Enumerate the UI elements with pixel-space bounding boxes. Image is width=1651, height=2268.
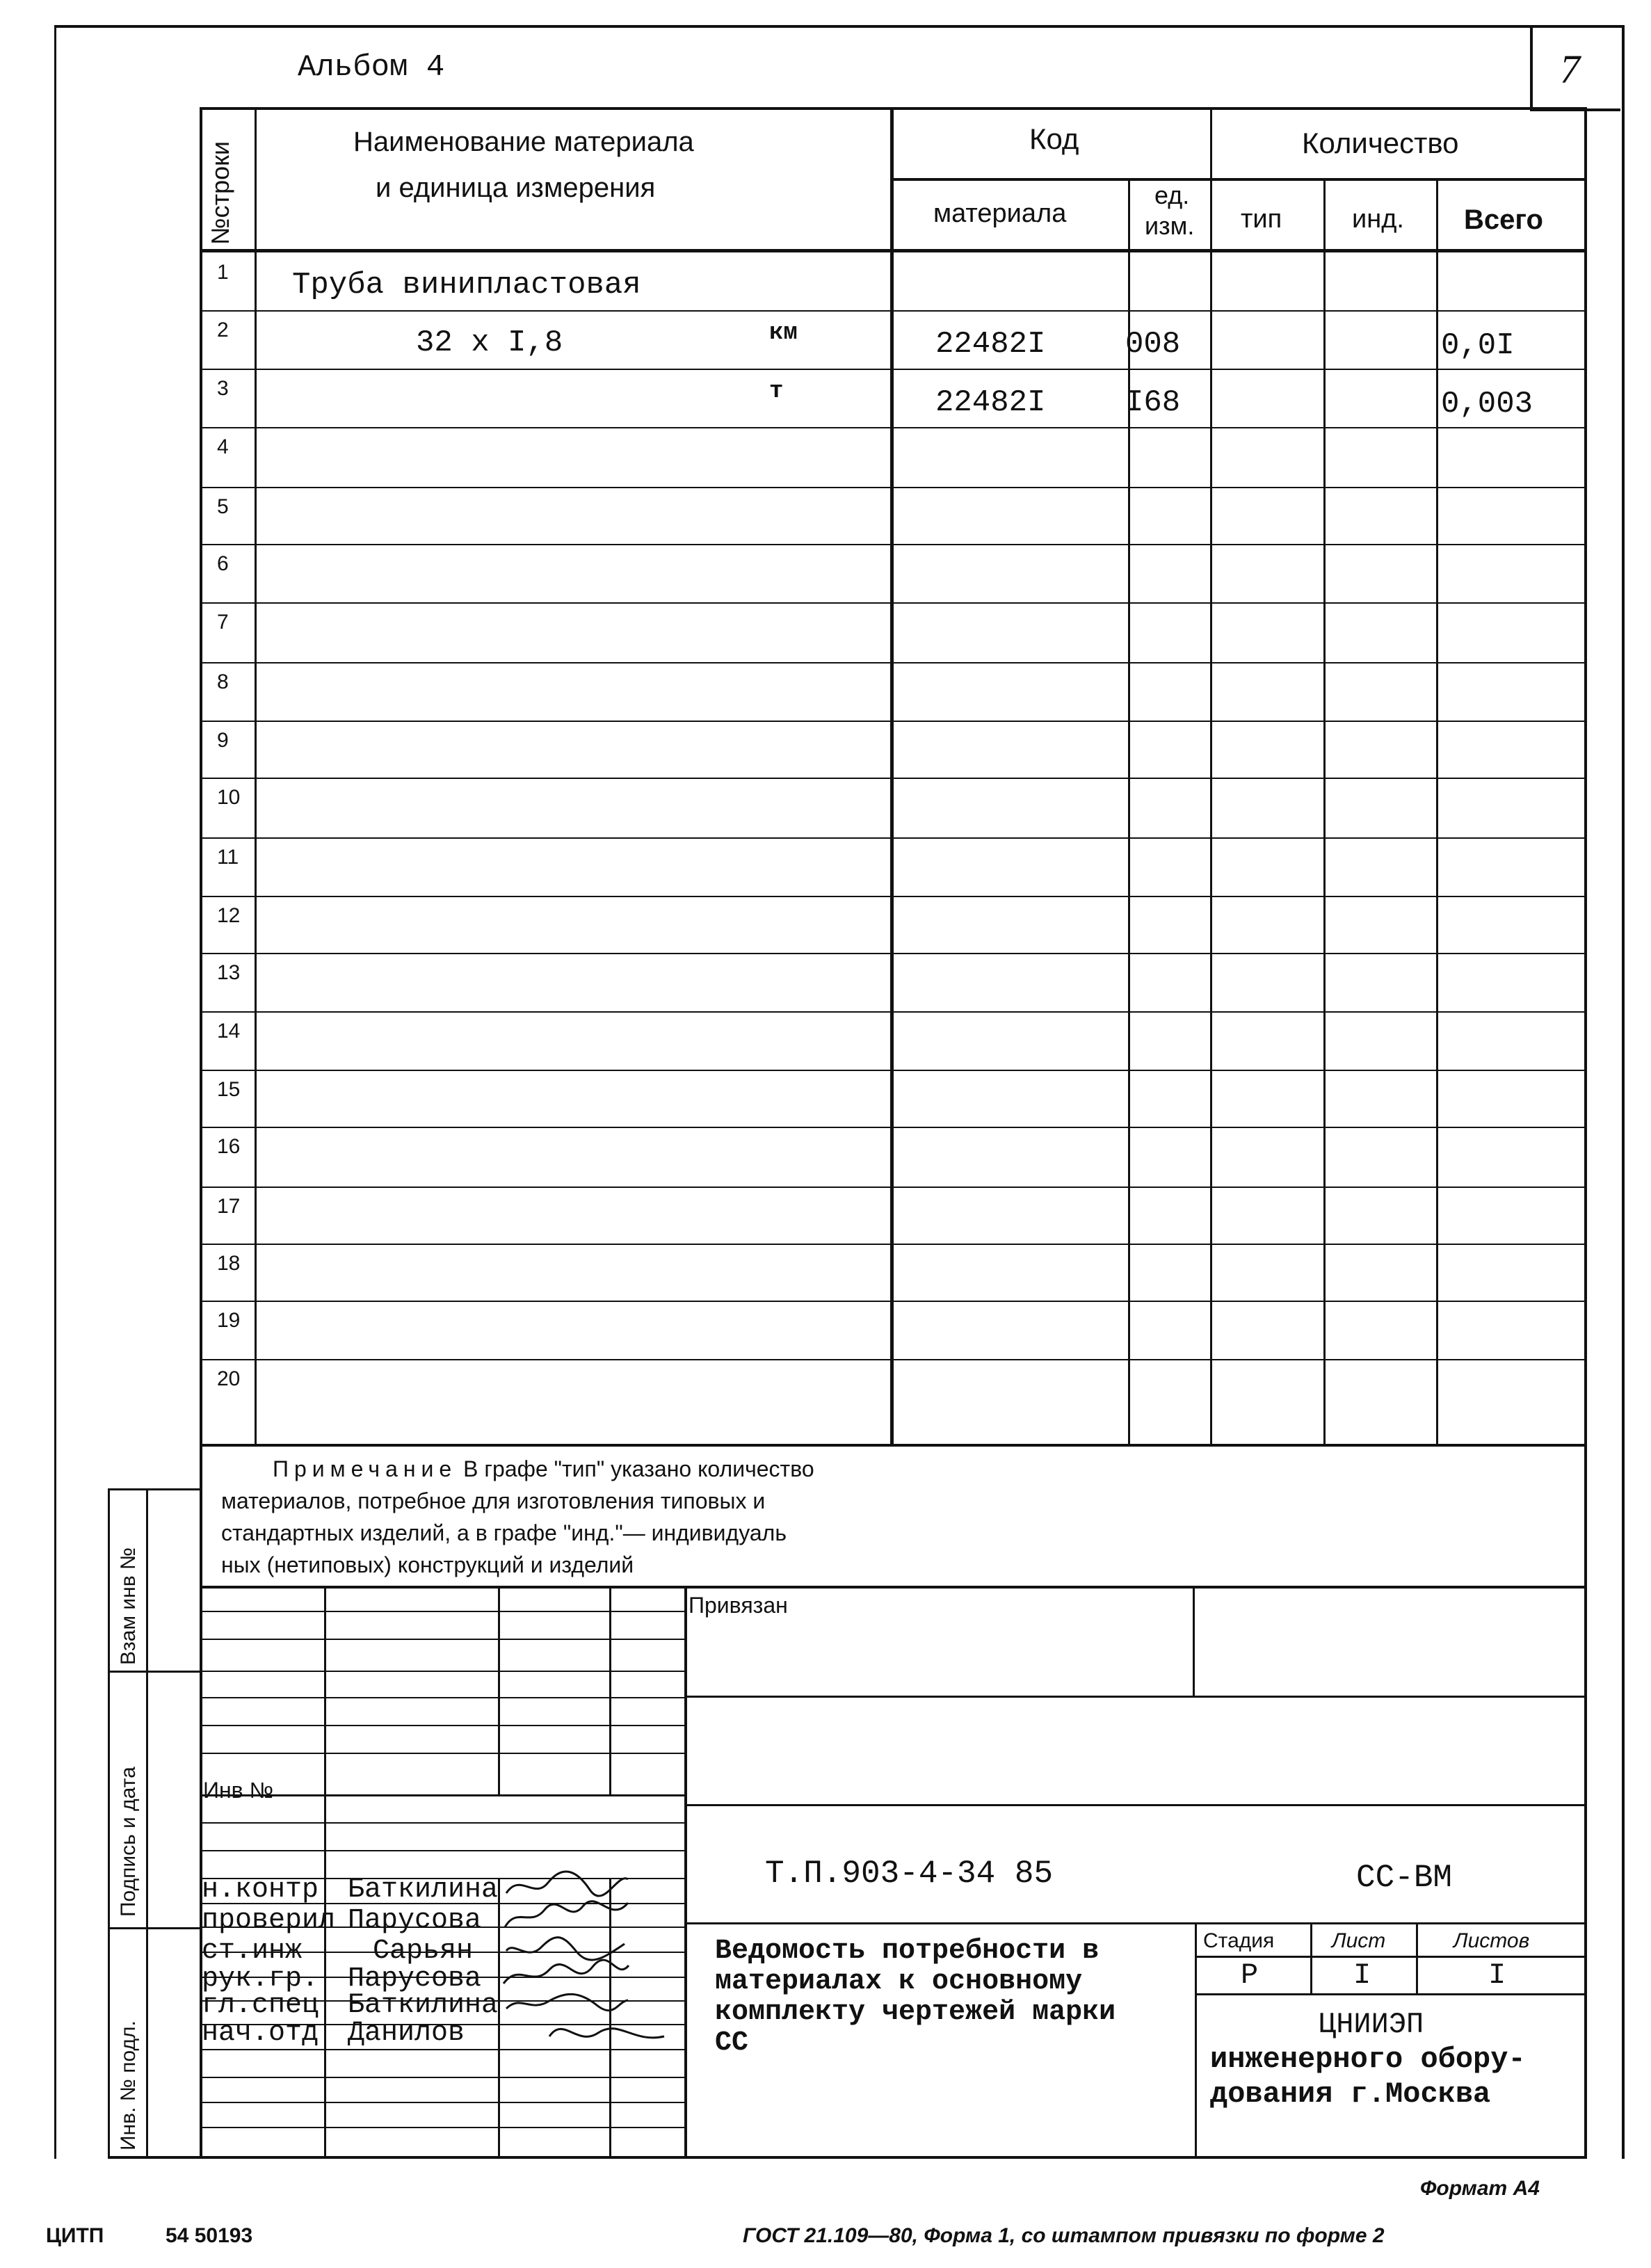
row-separator [200,602,1587,604]
sheet-value: I [1353,1959,1371,1992]
doc-title-2: материалах к основному [715,1966,1083,1997]
row-separator [200,1301,1587,1302]
row-qty-total: 0,003 [1441,387,1533,421]
row-separator [200,662,1587,663]
doc-title-1: Ведомость потребности в [715,1936,1100,1967]
sheets-value: I [1488,1959,1506,1992]
footer-gost: ГОСТ 21.109—80, Форма 1, со штампом привязки по форме 2 [743,2224,1385,2247]
stamp-grid-line [200,1850,684,1851]
col-qty-ind-header: инд. [1352,204,1404,234]
doc-title-3: комплекту чертежей марки [715,1997,1116,2028]
row-separator [200,1244,1587,1245]
row-unit: км [769,320,798,346]
row-number: 3 [217,377,229,400]
handwritten-signature [535,2009,668,2050]
signature-name: Парусова [348,1963,482,1995]
signature-name: Баткилина [348,1990,499,2021]
row-separator [200,1359,1587,1360]
inv-no-label: Инв № [203,1778,273,1803]
row-material-code: 22482I [935,385,1046,420]
row-number: 20 [217,1367,241,1390]
row-number: 13 [217,961,241,984]
signature-name: Данилов [348,2018,465,2049]
side-label-podpis: Подпись и дата [117,1767,140,1917]
row-number: 17 [217,1195,241,1218]
row-unit-code: 008 [1125,327,1181,362]
row-name: 32 x I,8 [416,325,563,360]
stamp-grid-line [200,1671,684,1672]
signature-role: н.контр [202,1874,319,1906]
row-number: 8 [217,670,229,693]
privyazan-label: Привязан [688,1593,788,1618]
row-number: 1 [217,261,229,284]
album-label: Альбом 4 [298,50,445,85]
row-number: 7 [217,611,229,634]
org-line-3: дования г.Москва [1210,2077,1491,2111]
stamp-grid-line [200,1753,684,1754]
designation: Т.П.903-4-34 85 [765,1856,1054,1892]
row-separator [200,1070,1587,1071]
row-separator [200,896,1587,897]
format-label: Формат А4 [1420,2177,1540,2200]
col-unit-header-1: ед. [1154,181,1190,209]
row-unit-code: I68 [1125,385,1181,420]
signature-role: гл.спец [202,1990,319,2021]
col-unit-header-2: изм. [1145,211,1195,240]
row-separator [200,310,1587,312]
footer-order-no: 54 50193 [166,2224,253,2247]
row-number: 9 [217,729,229,752]
stage-label: Стадия [1203,1929,1275,1952]
sheets-label: Листов [1453,1929,1530,1952]
row-separator [200,953,1587,954]
row-separator [200,544,1587,545]
side-label-inv-podl: Инв. № подл. [117,2020,140,2150]
col-name-header-1: Наименование материала [353,127,694,157]
row-number: 19 [217,1309,241,1332]
row-number: 6 [217,552,229,575]
row-name: Труба винипластовая [292,268,641,303]
row-number: 15 [217,1078,241,1101]
row-number: 5 [217,495,229,518]
row-separator [200,1127,1587,1128]
row-separator [200,1187,1587,1188]
note-line-1: В графе "тип" указано количество [463,1456,814,1481]
signature-name: Парусова [348,1905,482,1936]
row-number: 2 [217,319,229,341]
row-qty-total: 0,0I [1441,328,1515,363]
row-unit: т [769,378,784,405]
col-code-header: Код [1029,122,1079,155]
org-line-1: ЦНИИЭП [1319,2008,1424,2041]
note-line-3: стандартных изделий, а в графе "инд."— индивидуаль [221,1520,787,1545]
signature-name: Сарьян [373,1936,474,1967]
stamp-grid-line [200,1639,684,1640]
note-line-2: материалов, потребное для изготовления типовых и [221,1488,766,1513]
col-row-number-header: №строки [206,140,234,245]
stamp-grid-line [200,1725,684,1726]
signature-name: Баткилина [348,1874,499,1906]
col-qty-header: Количество [1302,127,1459,159]
doc-title-4: СС [715,2027,749,2059]
org-line-2: инженерного обору- [1210,2043,1526,2076]
document-mark: СС-ВМ [1356,1860,1453,1896]
row-separator [200,487,1587,488]
stamp-grid-line [200,1611,684,1612]
signature-role: нач.отд [202,2018,319,2049]
col-name-header-2: и единица измерения [376,172,656,203]
stamp-grid-line [200,1697,684,1698]
col-qty-total-header: Всего [1464,204,1543,235]
col-code-material-header: материала [933,199,1067,228]
row-material-code: 22482I [935,327,1046,362]
row-number: 11 [217,846,239,869]
footer-left-code: ЦИТП [46,2224,104,2247]
row-number: 12 [217,904,241,927]
row-separator [200,1011,1587,1013]
stamp-grid-line [200,2102,684,2103]
row-number: 10 [217,786,241,809]
page-number: 7 [1560,47,1580,92]
signature-role: проверил [202,1905,336,1936]
signature-role: рук.гр. [202,1963,319,1995]
row-number: 14 [217,1020,241,1043]
note-line-4: ных (нетиповых) конструкций и изделий [221,1552,634,1577]
row-separator [200,427,1587,428]
row-separator [200,721,1587,722]
signature-role: ст.инж [202,1936,303,1967]
row-number: 16 [217,1135,241,1158]
row-separator [200,837,1587,839]
col-qty-type-header: тип [1241,204,1282,234]
sheet-label: Лист [1332,1929,1386,1952]
stamp-grid-line [200,1822,684,1824]
row-number: 4 [217,435,229,458]
stamp-grid-line [200,2077,684,2078]
stamp-grid-line [200,2127,684,2128]
note-heading: Примечание [273,1456,458,1481]
stage-value: Р [1241,1959,1259,1992]
row-separator [200,778,1587,779]
side-label-vzam: Взам инв № [117,1547,140,1665]
row-number: 18 [217,1252,241,1275]
row-separator [200,369,1587,370]
